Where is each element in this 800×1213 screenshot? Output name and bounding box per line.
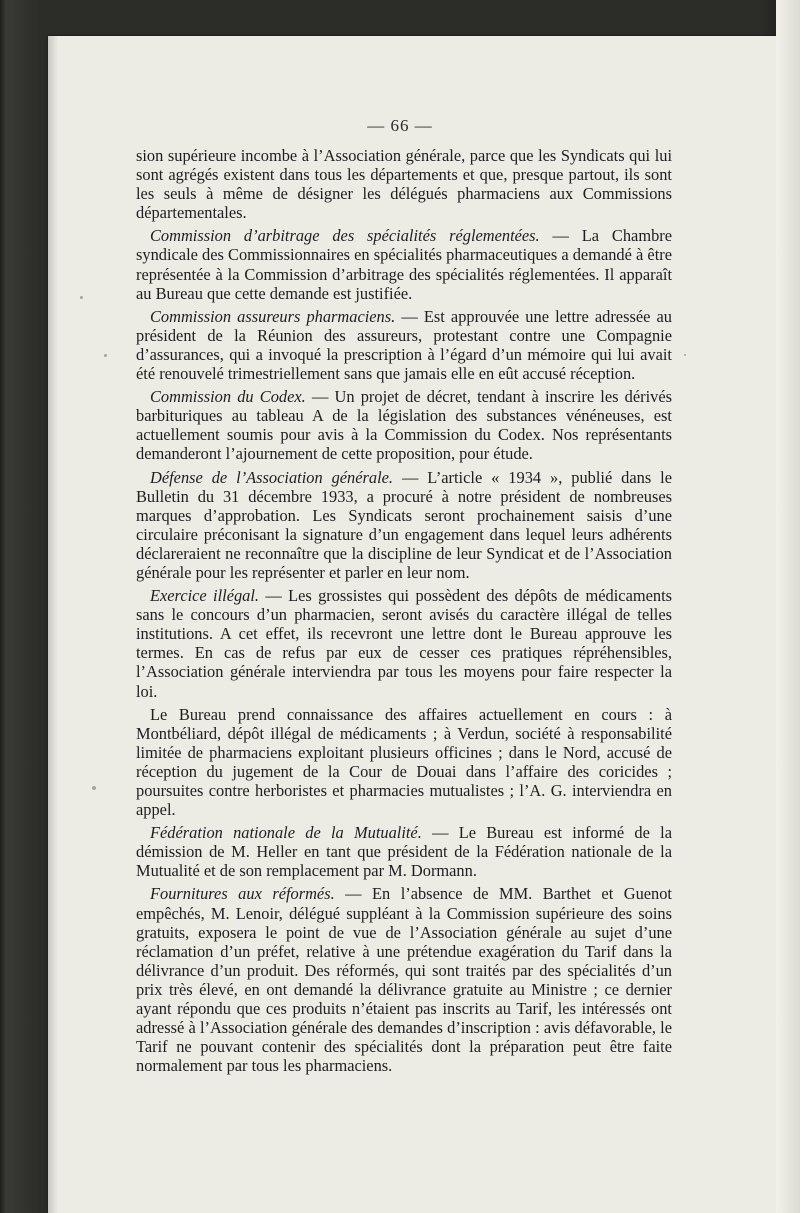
- scan-speck: [684, 354, 686, 356]
- paragraph-text: sion supérieure incombe à l’Association générale, parce que les Syndicats qui lui sont agrégés existent dans tous les départements et que, presque partout, ils sont les seuls à même de désigner les délégués pharmaciens aux Commissions départementales.: [136, 146, 672, 223]
- paragraph-heading: Commission assureurs pharmaciens.: [150, 306, 396, 326]
- paragraph-text: Le Bureau prend connaissance des affaires actuellement en cours : à Montbéliard, dépôt illégal de médicaments ; à Verdun, société à responsabilité limitée de pharmaciens exploitant plusieurs officines ; dans le Nord, accusé de réception du jugement de la Cour de Douai dans l’affaire des coricides ; poursuites contre herboristes et pharmacies mutualistes ; l’A. G. interviendra en appel.: [136, 704, 672, 820]
- next-page-edge: [776, 0, 800, 1213]
- body-text: [136, 146, 672, 1079]
- paragraph-text: — L’article « 1934 », publié dans le Bulletin du 31 décembre 1933, a procuré à notre président de nombreuses marques d’approbation. Les Syndicats seront prochainement saisis d’une circulaire préconisant la signature d’un engagement dans lequel leurs adhérents déclareraient ne reconnaître que la discipline de leur Syndicat et de l’Association générale pour les représenter et parler en leur nom.: [136, 467, 672, 582]
- paragraph-text: — Les grossistes qui possèdent des dépôts de médicaments sans le concours d’un pharmacien, seront avisés du caractère illégal de telles institutions. A cet effet, ils recevront une lettre dont le Bureau approuve les termes. En cas de refus par eux de cesser ces pratiques répréhensibles, l’Association générale interviendra par tous les moyens pour faire respecter la loi.: [136, 586, 672, 701]
- page-gutter-shadow: [48, 36, 58, 1213]
- paragraph-text: — Le Bureau est informé de la démission de M. Heller en tant que président de la Fédération nationale de la Mutualité et de son remplacement par M. Dormann.: [136, 823, 672, 881]
- paragraph-heading: Commission d’arbitrage des spécialités réglementées.: [150, 226, 540, 246]
- paragraph-heading: Fournitures aux réformés.: [150, 884, 335, 904]
- scan-speck: [104, 354, 107, 357]
- scan-speck: [80, 296, 83, 299]
- page-number: — 66 —: [367, 116, 433, 135]
- paragraph-heading: Exercice illégal.: [150, 586, 260, 606]
- paragraph-text: — La Chambre syndicale des Commissionnaires en spécialités pharmaceutiques a demandé à être représentée à la Commission d’arbitrage des spécialités réglementées. Il apparaît au Bureau que cette demande est justifiée.: [136, 226, 672, 303]
- paragraph-1: [136, 146, 672, 222]
- paragraph-heading: Commission du Codex.: [150, 387, 306, 407]
- paragraph-2: [136, 226, 672, 302]
- paragraph-3: [136, 307, 672, 383]
- paragraph-9: [136, 884, 672, 1075]
- paragraph-4: [136, 387, 672, 463]
- paragraph-text: — Un projet de décret, tendant à inscrire les dérivés barbituriques au tableau A de la législation des substances vénéneuses, est actuellement soumis pour avis à la Commission du Codex. Nos représentants demanderont l’ajournement de cette proposition, pour étude.: [136, 387, 672, 464]
- paragraph-text: — Est approuvée une lettre adressée au président de la Réunion des assureurs, protestant contre une Compagnie d’assurances, qui a invoqué la prescription à l’égard d’un mémoire qui lui avait été renouvelé trimestriellement sans que jamais elle en eût accusé réception.: [136, 306, 672, 384]
- paragraph-8: [136, 823, 672, 880]
- paragraph-heading: Fédération nationale de la Mutualité.: [150, 823, 422, 843]
- scan-speck: [92, 786, 96, 790]
- paragraph-5: [136, 468, 672, 583]
- paragraph-6: [136, 586, 672, 701]
- paragraph-text: — En l’absence de MM. Barthet et Guenot empêchés, M. Lenoir, délégué suppléant à la Commission supérieure des soins gratuits, exposera le point de vue de l’Association générale au sujet d’une réclamation d’un préfet, relative à une prétendue exagération du Tarif dans la délivrance d’un produit. Des réformés, qui sont traités par des spécialités d’un prix très élevé, en ont demandé la délivrance gratuite au Ministre ; ce dernier ayant répondu que ces produits n’étaient pas inscrits au Tarif, les intéressés ont adressé à l’Association générale des demandes d’inscription : avis défavorable, le Tarif ne pouvant contenir des spécialités dont la préparation peut être faite normalement par tous les pharmaciens.: [136, 884, 672, 1076]
- paragraph-heading: Défense de l’Association générale.: [150, 467, 394, 487]
- paragraph-7: [136, 705, 672, 820]
